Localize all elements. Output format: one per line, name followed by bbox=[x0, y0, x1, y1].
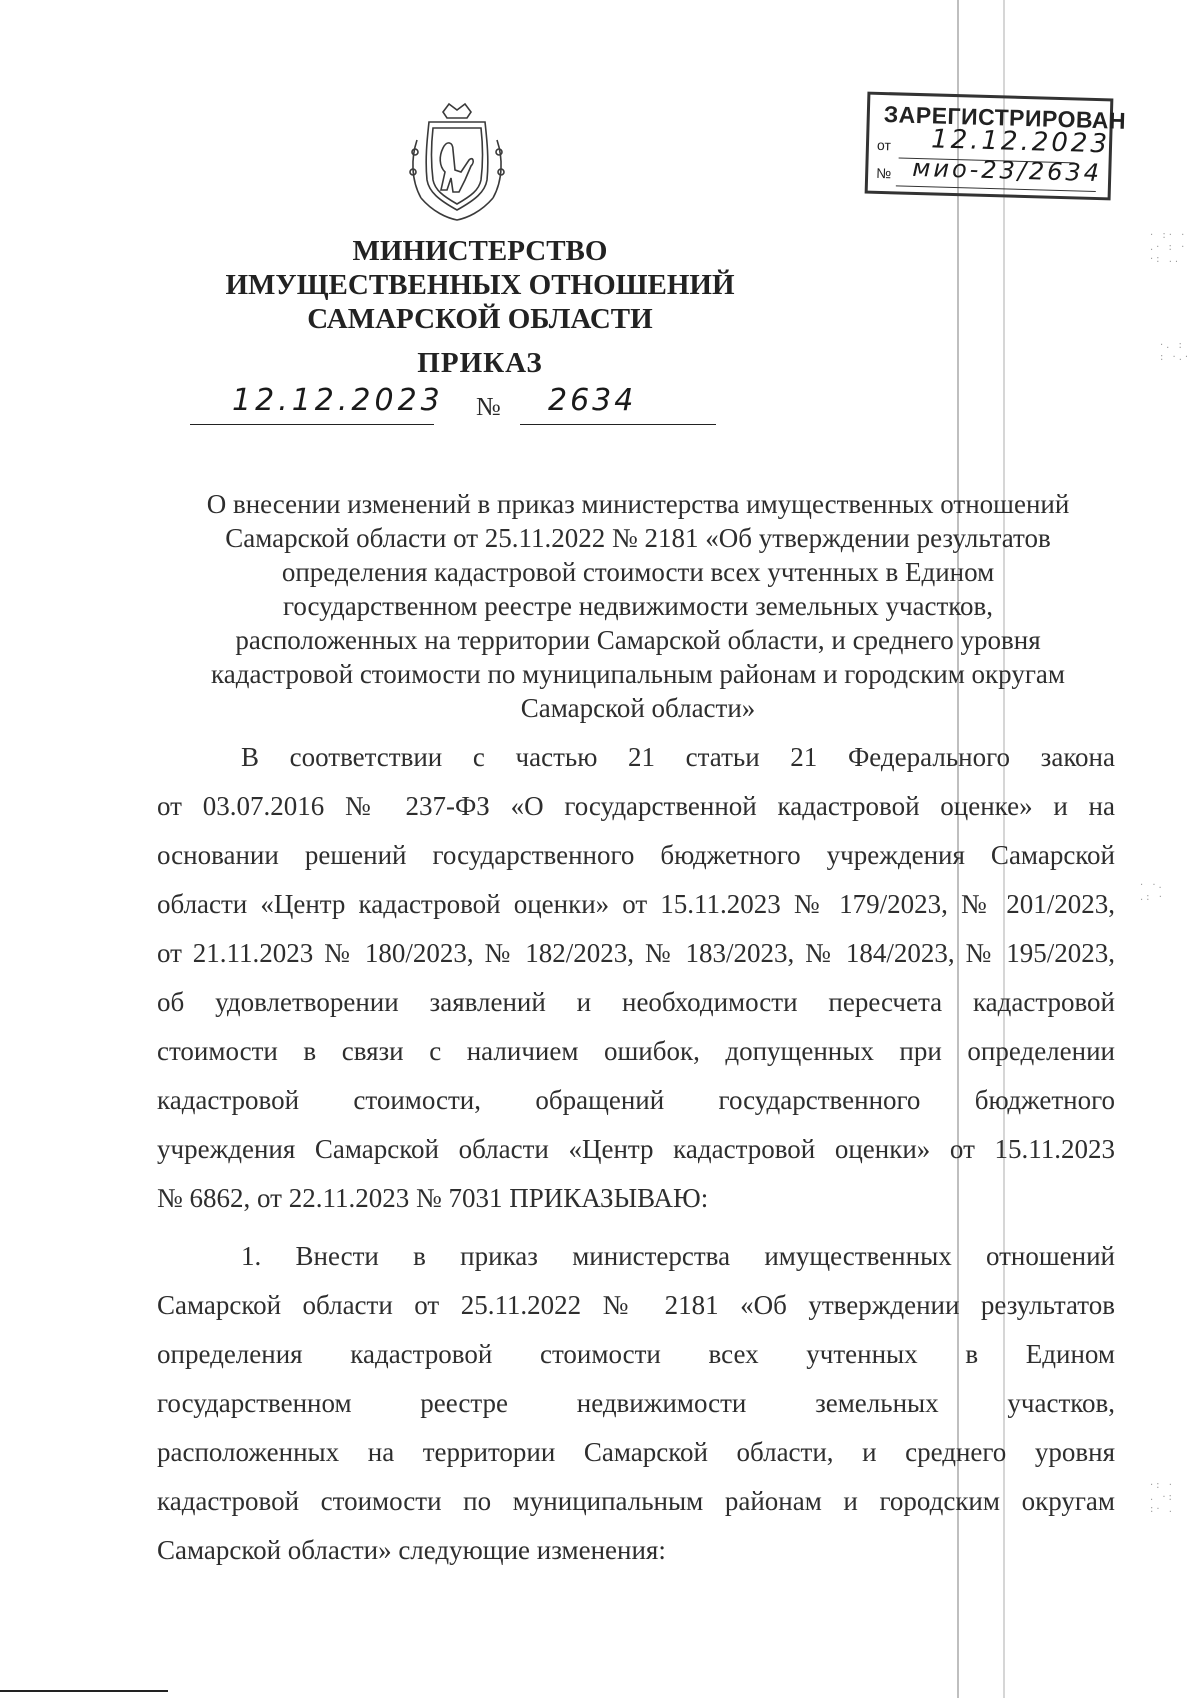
order-number-handwritten: 2634 bbox=[548, 383, 637, 418]
paragraph-line: об удовлетворении заявлений и необходимости пересчета кадастровой bbox=[157, 987, 1115, 1017]
paragraph-line: № 6862, от 22.11.2023 № 7031 ПРИКАЗЫВАЮ: bbox=[157, 1183, 709, 1213]
paragraph-line: Самарской области» следующие изменения: bbox=[157, 1535, 666, 1565]
paragraph-line: от 03.07.2016 № 237-ФЗ «О государственной кадастровой оценке» и на bbox=[157, 791, 1115, 821]
subject-line: государственном реестре недвижимости земельных участков, bbox=[282, 591, 994, 621]
order-date-underline bbox=[190, 424, 434, 425]
paragraph-line: определения кадастровой стоимости всех учтенных в Едином bbox=[157, 1339, 1115, 1369]
scan-artifact-line bbox=[0, 1690, 168, 1692]
stamp-number-handwritten: мио-23/2634 bbox=[911, 153, 1103, 188]
ministry-name bbox=[200, 234, 760, 336]
paragraph-line: кадастровой стоимости по муниципальным районам и городским округам bbox=[157, 1486, 1115, 1516]
subject-line: кадастровой стоимости по муниципальным районам и городским округам bbox=[211, 659, 1065, 689]
subject-line: расположенных на территории Самарской области, и среднего уровня bbox=[235, 625, 1041, 655]
order-number-sign: № bbox=[476, 392, 501, 421]
paragraph-line: государственном реестре недвижимости земельных участков, bbox=[157, 1388, 1115, 1418]
stamp-date-handwritten: 12.12.2023 bbox=[930, 124, 1111, 160]
subject-line: Самарской области» bbox=[520, 693, 756, 723]
paragraph-line: учреждения Самарской области «Центр кадастровой оценки» от 15.11.2023 bbox=[157, 1134, 1115, 1164]
order-subject-title bbox=[178, 487, 1098, 725]
scan-noise: ·: · . ·: :· . bbox=[1150, 1480, 1175, 1515]
subject-line: определения кадастровой стоимости всех учтенных в Едином bbox=[281, 557, 995, 587]
paragraph-line: кадастровой стоимости, обращений государственного бюджетного bbox=[157, 1085, 1115, 1115]
subject-line: О внесении изменений в приказ министерства имущественных отношений bbox=[206, 489, 1070, 519]
stamp-title: ЗАРЕГИСТРИРОВАН bbox=[883, 101, 1127, 134]
order-item-1-paragraph bbox=[157, 1232, 1115, 1575]
paragraph-line: основании решений государственного бюджетного учреждения Самарской bbox=[157, 840, 1115, 870]
order-number-underline bbox=[520, 424, 716, 425]
paragraph-line: В соответствии с частью 21 статьи 21 Федерального закона bbox=[241, 742, 1115, 772]
stamp-number-underline bbox=[896, 185, 1096, 192]
preamble-paragraph bbox=[157, 733, 1115, 1223]
paragraph-line: расположенных на территории Самарской области, и среднего уровня bbox=[157, 1437, 1115, 1467]
ministry-line: ИМУЩЕСТВЕННЫХ ОТНОШЕНИЙ bbox=[225, 269, 735, 301]
stamp-date-prefix: от bbox=[876, 136, 892, 154]
scan-noise: · ·. .: · bbox=[1140, 880, 1165, 903]
document-type-heading: ПРИКАЗ bbox=[417, 347, 543, 379]
scan-noise: · :· · .· : · ·: .. bbox=[1150, 230, 1188, 265]
paragraph-line: стоимости в связи с наличием ошибок, допущенных при определении bbox=[157, 1036, 1115, 1066]
coat-of-arms-emblem bbox=[403, 100, 511, 222]
paragraph-line: от 21.11.2023 № 180/2023, № 182/2023, № 183/2023, № 184/2023, № 195/2023, bbox=[157, 938, 1115, 968]
ministry-line: САМАРСКОЙ ОБЛАСТИ bbox=[307, 303, 653, 335]
registration-stamp bbox=[865, 92, 1127, 201]
subject-line: Самарской области от 25.11.2022 № 2181 «Об утверждении результатов bbox=[225, 523, 1051, 553]
stamp-number-prefix: № bbox=[875, 164, 892, 182]
paragraph-line: Самарской области от 25.11.2022 № 2181 «Об утверждении результатов bbox=[157, 1290, 1115, 1320]
order-date-handwritten: 12.12.2023 bbox=[232, 383, 444, 418]
ministry-line: МИНИСТЕРСТВО bbox=[352, 235, 608, 267]
paragraph-line: области «Центр кадастровой оценки» от 15.11.2023 № 179/2023, № 201/2023, bbox=[157, 889, 1115, 919]
paragraph-line: 1. Внести в приказ министерства имущественных отношений bbox=[241, 1241, 1115, 1271]
scan-noise: ·. : : ·.· bbox=[1160, 340, 1192, 363]
